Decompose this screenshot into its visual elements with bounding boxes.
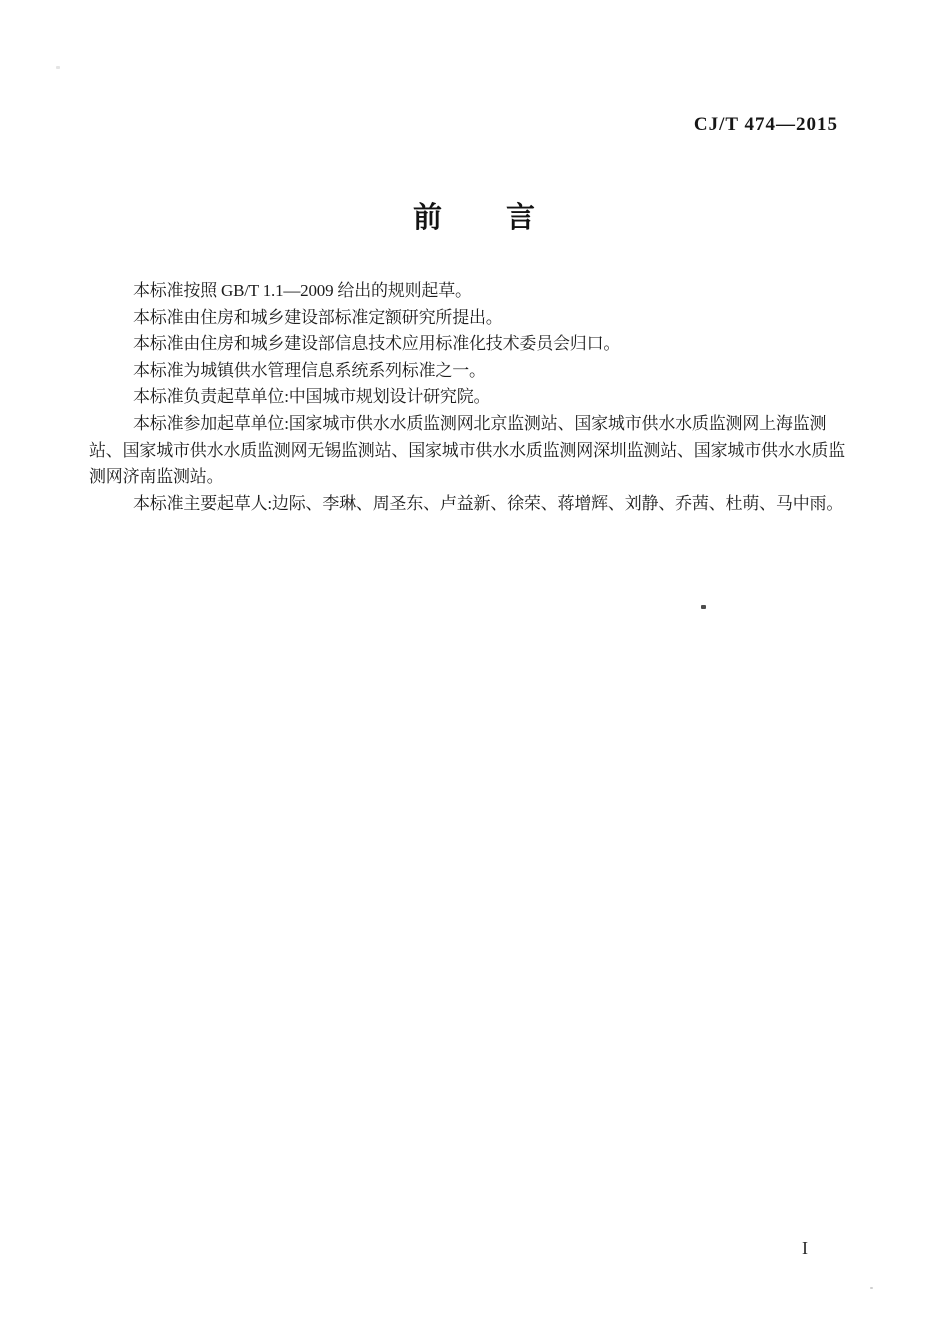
scan-speck <box>870 1287 873 1289</box>
page-number: I <box>802 1238 808 1258</box>
body-line: 本标准参加起草单位:国家城市供水水质监测网北京监测站、国家城市供水水质监测网上海监测 <box>133 413 827 433</box>
body-line: 本标准按照 GB/T 1.1—2009 给出的规则起草。 <box>133 281 472 300</box>
scan-speck <box>701 605 706 609</box>
body-line: 本标准负责起草单位:中国城市规划设计研究院。 <box>133 387 491 407</box>
body-line: 本标准为城镇供水管理信息系统系列标准之一。 <box>133 360 486 380</box>
scan-speck <box>56 66 60 69</box>
body-line: 本标准由住房和城乡建设部标准定额研究所提出。 <box>133 307 503 327</box>
standard-number: CJ/T 474—2015 <box>693 114 838 135</box>
page-title: 前 言 <box>412 202 537 234</box>
body-line: 站、国家城市供水水质监测网无锡监测站、国家城市供水水质监测网深圳监测站、国家城市供水水质监 <box>89 440 845 460</box>
body-line: 本标准主要起草人:边际、李琳、周圣东、卢益新、徐荣、蒋增辉、刘静、乔茜、杜萌、马中雨。 <box>133 493 844 513</box>
body-line: 测网济南监测站。 <box>89 467 224 487</box>
body-line: 本标准由住房和城乡建设部信息技术应用标准化技术委员会归口。 <box>133 334 621 354</box>
foreword-body <box>89 278 845 517</box>
